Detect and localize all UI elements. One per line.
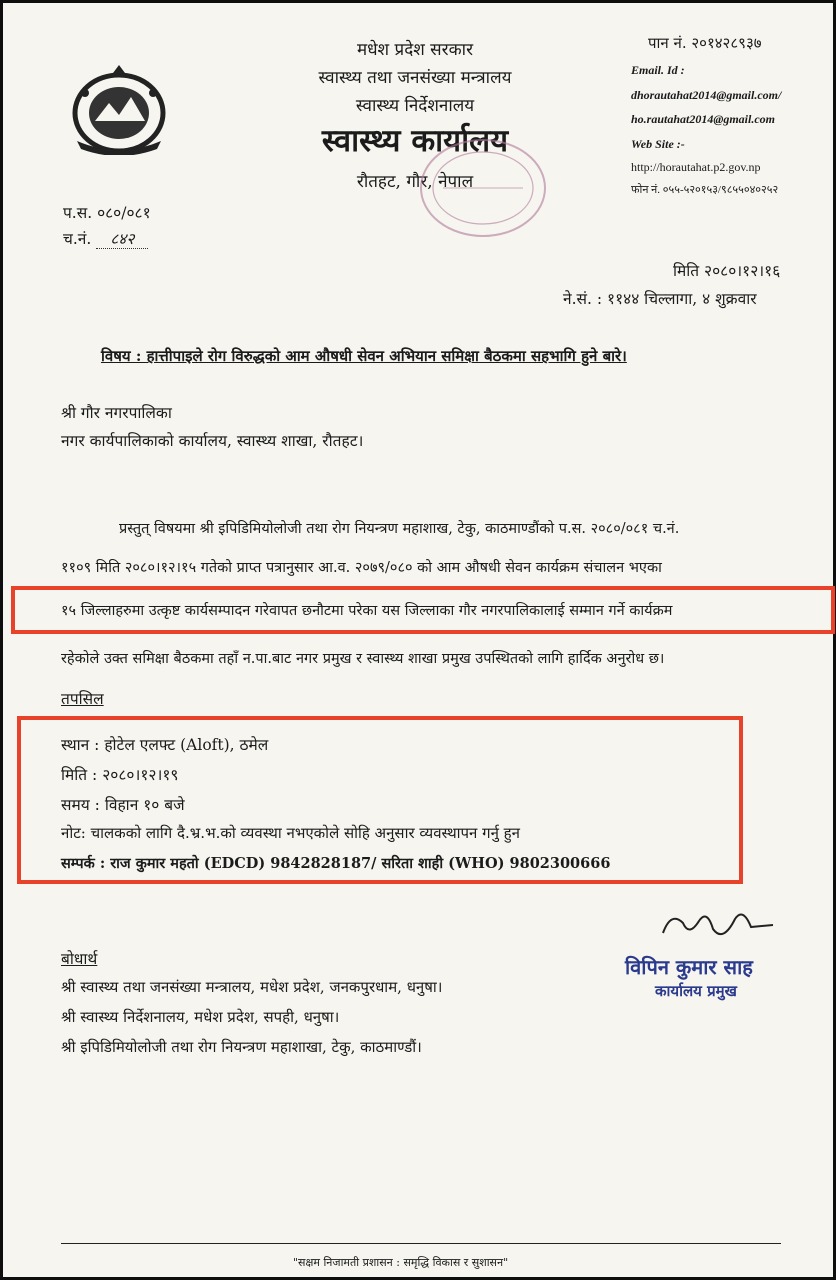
details-time: समय : विहान १० बजे [61,796,185,814]
email-secondary[interactable]: ho.rautahat2014@gmail.com [631,112,776,126]
highlight-box-details [17,716,743,884]
details-note: नोट: चालकको लागि दै.भ्र.भ.को व्यवस्था नभएकोले सोहि अनुसार व्यवस्थापन गर्नु हुन [61,824,520,842]
details-heading: तपसिल [61,690,104,708]
ministry-name: स्वास्थ्य तथा जनसंख्या मन्त्रालय [318,68,512,88]
letter-subject: विषय : हात्तीपाइले रोग विरुद्धको आम औषधी सेवन अभियान समिक्षा बैठकमा सहभागि हुने बारे। [101,347,627,365]
details-date: मिति : २०८०।१२।१९ [61,766,179,784]
pan-number: पान नं. २०१४२८९३७ [648,34,762,52]
cc-heading: बोधार्थ [61,950,98,968]
recipient-address: नगर कार्यपालिकाको कार्यालय, स्वास्थ्य शाखा, रौतहट। [61,432,364,450]
phone-number: फोन नं. ०५५-५२०१५३/९८५५०४०२५२ [631,184,779,196]
email-primary[interactable]: dhorautahat2014@gmail.com/ [631,88,782,102]
govt-name: मधेश प्रदेश सरकार [356,40,474,60]
email-label: Email. Id : [631,63,685,77]
cc-item: श्री स्वास्थ्य तथा जनसंख्या मन्त्रालय, मधेश प्रदेश, जनकपुरधाम, धनुषा। [61,978,443,996]
body-line-2: ११०९ मिति २०८०।१२।१५ गतेको प्राप्त पत्रानुसार आ.व. २०७९/०८० को आम औषधी सेवन कार्यक्रम संचालन भएका [61,560,662,576]
signature-scribble-icon [643,903,783,953]
office-stamp-icon [403,133,553,243]
cc-item: श्री स्वास्थ्य निर्देशनालय, मधेश प्रदेश, सपही, धनुषा। [61,1008,340,1026]
body-line-3: १५ जिल्लाहरुमा उत्कृष्ट कार्यसम्पादन गरेवापत छनौटमा परेका यस जिल्लाका गौर नगरपालिकालाई सम्मान गर्ने कार्यक्रम [61,603,673,619]
signatory-name: विपिन कुमार साह [625,955,753,979]
nepal-emblem-icon [65,63,173,155]
details-place: स्थान : होटेल एलफ्ट (Aloft), ठमेल [61,736,269,754]
ref-cn-value: ८४२ [96,230,148,249]
body-line-4: रहेकोले उक्त समिक्षा बैठकमा तहाँ न.पा.बाट नगर प्रमुख र स्वास्थ्य शाखा प्रमुख उपस्थितको लागि हार्दिक अनुरोध छ। [61,651,665,667]
website-label: Web Site :- [631,137,685,151]
details-contact: सम्पर्क : राज कुमार महतो (EDCD) 9842828187/ सरिता शाही (WHO) 9802300666 [61,855,611,872]
office-address: रौतहट, गौर, नेपाल [356,172,474,192]
recipient-name: श्री गौर नगरपालिका [61,404,172,422]
directorate-name: स्वास्थ्य निर्देशनालय [355,96,475,116]
footer-divider [61,1243,781,1244]
ref-cn [63,227,148,249]
highlight-box-body [11,586,835,634]
letter-date: मिति २०८०।१२।१६ [673,262,781,280]
ref-ps: प.स. ०८०/०८१ [63,204,151,222]
nepal-sambat-date: ने.सं. : ११४४ चिल्लागा, ४ शुक्रवार [563,290,757,308]
ref-cn-label: च.नं. [63,230,92,248]
footer-slogan: "सक्षम निजामती प्रशासन : समृद्धि विकास र सुशासन" [293,1256,509,1269]
body-line-1: प्रस्तुत् विषयमा श्री इपिडिमियोलोजी तथा रोग नियन्त्रण महाशाख, टेकु, काठमाण्डौंको प.स. २०८०/०८१ च.नं. [119,521,680,537]
cc-item: श्री इपिडिमियोलोजी तथा रोग नियन्त्रण महाशाखा, टेकु, काठमाण्डौं। [61,1038,422,1056]
office-title: स्वास्थ्य कार्यालय [321,123,509,159]
website-link[interactable]: http://horautahat.p2.gov.np [631,160,761,174]
signatory-title: कार्यालय प्रमुख [655,982,737,1000]
